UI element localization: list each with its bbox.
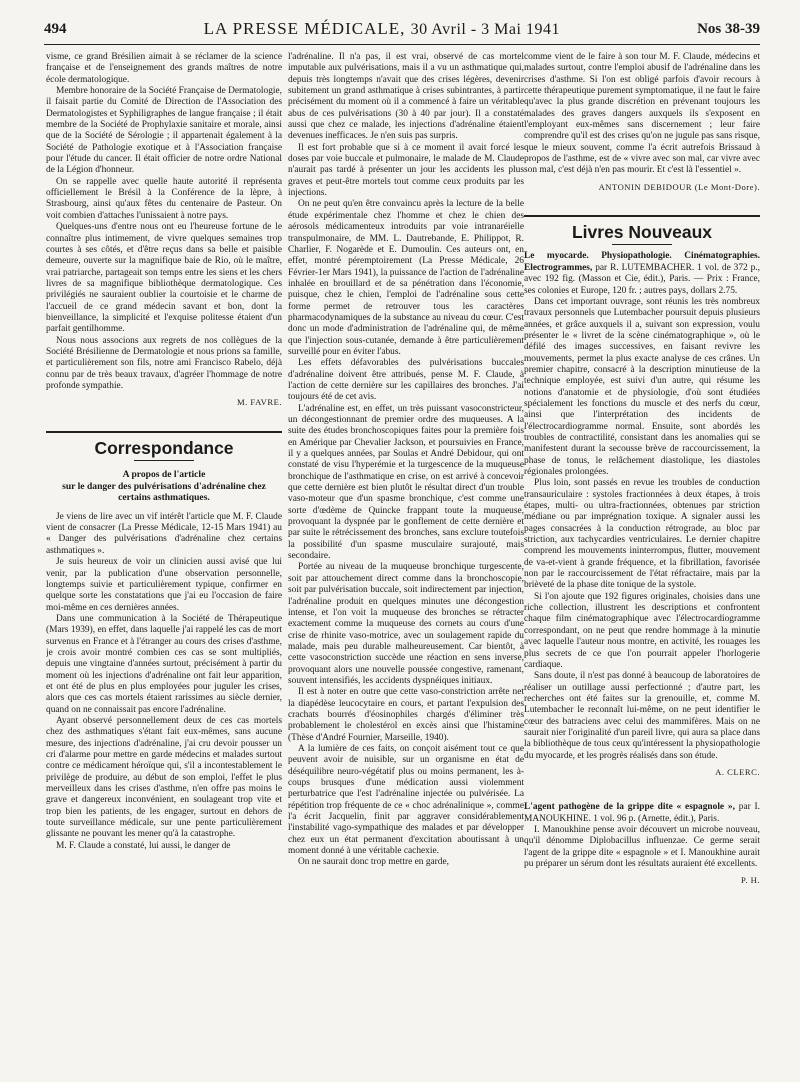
- signature: P. H.: [741, 875, 760, 886]
- paragraph: Plus loin, sont passés en revue les troubles de conduction transauriculaire : systoles fractionnées à deux étapes, à trois étapes, multi- ou ultra-fractionnées, obtenues par striction médiane ou par imprégnation toxique. A signaler aussi les pages consacrées à la conduction rétrograde, au bloc par striction, aux tachycardies ventriculaires. Le dernier chapitre comprend les mouvements ininterrompus, flutter, mouvement de va-et-vient à grande fréquence, et la fibrillation, favorisée non par le raccourcissement de l'état réfractaire, mais par la brièveté de la phase dite tonique de la systole.: [524, 478, 760, 591]
- spacer: [524, 788, 760, 798]
- section-title-correspondance: [46, 431, 282, 461]
- paragraph: Dans une communication à la Société de Thérapeutique (Mars 1939), en effet, dans laquelle j'ai rappelé les cas de mort survenus en France et à l'étranger au cours des crises d'asthme, je crois avoir montré combien ces cas se sont multipliés, depuis une vingtaine d'années surtout, précisément à partir du moment où les injections d'adrénaline ont fait leur apparition, et ont été de plus en plus employées pour juguler les crises, alors que ces cas mortels étaient rarissimes au siècle dernier, quand on ne connaissait pas encore l'adrénaline.: [46, 613, 282, 715]
- column-2: [288, 52, 524, 1072]
- article-heading-line-1: A propos de l'article: [122, 469, 206, 480]
- column-1: [46, 52, 282, 1072]
- title-rule: [612, 244, 672, 245]
- book-entry: [524, 251, 760, 296]
- book-title: Le myocarde. Physiopathologie. Cinématographies. Electrogrammes,: [524, 251, 760, 273]
- title-rule: [134, 460, 194, 461]
- paragraph: Quelques-uns d'entre nous ont eu l'heureuse fortune de le connaître plus intimement, de vivre quelques semaines trop courtes à ses côtés, et d'être reçus dans sa belle et paisible demeure, ouverte sur la magnifique baie de Rio, où le maître, vrai patriarche, partageait son temps entre les siens et les chers livres de sa magnifique bibliothèque dermatologique. Ces privilégiés ne sauraient oublier la courtoisie et le charme de l'accueil de ce grand médecin savant et bon, dont la bienveillance, la simplicité et l'exquise politesse étaient d'un parfait gentilhomme.: [46, 222, 282, 335]
- paragraph: comme vient de le faire à son tour M. F. Claude, médecins et malades surtout, contre l'emploi abusif de l'adrénaline dans les crises d'asthme. Si l'on est obligé parfois d'avoir recours à cette thérapeutique purement symptomatique, il ne faut le faire qu'avec la plus grande discrétion en prévenant toujours les malades des graves dangers auxquels ils s'exposent en l'employant eux-mêmes sans discernement ; leur faire comprendre qu'il est des crises qu'on ne jugule pas sans risque, que le mieux souvent, comme l'a écrit autrefois Brissaud à propos de l'asthme, est de « vivre avec son mal, car vivre avec son mal, c'est déjà n'en pas mourir. Et c'est là l'essentiel ».: [524, 52, 760, 176]
- journal-name: LA PRESSE MÉDICALE,: [203, 19, 406, 38]
- paragraph: L'adrénaline est, en effet, un très puissant vasoconstricteur, un décongestionnant de premier ordre des muqueuses. A la suite des études bronchoscopiques faites pour la première fois en Amérique par Chevalier Jackson, et poursuivies en France, il y a quelques années, par Soulas et André Debidour, qui ont constaté de visu l'hyperémie et la turgescence de la muqueuse bronchique de l'asthmatique en crise, on est arrivé à concevoir que cette dernière est bien plutôt le résultat direct d'un trouble vaso-moteur que d'un spasme bronchique, c'est comme une sorte d'œdème de Quincke frappant toute la muqueuse, provoquant la dyspnée par le gonflement de cette dernière et par suite le rétrécissement des bronches, sans exclure toutefois la possibilité d'un spasme musculaire surajouté, mais secondaire.: [288, 403, 524, 562]
- paragraph: Portée au niveau de la muqueuse bronchique turgescente, soit par attouchement direct comme dans la bronchoscopie, soit par pulvérisation buccale, soit indirectement par injection, l'adrénaline produit en quelques minutes une décongestion intense, et l'on voit la muqueuse des bronches se rétracter exactement comme la muqueuse des cornets au cours d'une crise de rhinite vaso-motrice, avec un soulagement rapide du malade, mais peu durable malheureusement. Car bientôt, à cette vasoconstriction succède une réaction en sens inverse, provoquant alors une nouvelle poussée congestive, ramenant, souvent intensifiés, les accidents dyspnéiques initiaux.: [288, 562, 524, 686]
- article-heading-line-2: sur le danger des pulvérisations d'adrénaline chez certains asthmatiques.: [62, 480, 266, 504]
- paragraph: visme, ce grand Brésilien aimait à se réclamer de la science française et de l'enseignement des grands maîtres de notre école dermatologique.: [46, 52, 282, 85]
- page-number: 494: [44, 20, 67, 37]
- signature: A. CLERC.: [715, 766, 760, 777]
- paragraph: Si l'on ajoute que 192 figures originales, choisies dans une riche collection, illustrent les descriptions et confrontent chaque film cinématographique avec l'électrocardiogramme correspondant, on ne peut que rendre hommage à la minutie avec laquelle l'auteur nous montre, en activité, les rouages les plus secrets de ce que l'on pourrait appeler l'horlogerie cardiaque.: [524, 591, 760, 670]
- journal-title-line: [204, 19, 560, 39]
- paragraph: Il est à noter en outre que cette vaso-constriction arrête net la diapédèse leucocytaire en cours, et partant l'expulsion des crachats bourrés d'éosinophiles chargés d'éliminer très probablement le cholestérol en excès ainsi que l'histamine (Thèse d'André Fournier, Marseille, 1940).: [288, 687, 524, 743]
- page-header: [44, 14, 760, 45]
- signature: M. FAVRE.: [236, 397, 282, 408]
- paragraph: Je viens de lire avec un vif intérêt l'article que M. F. Claude vient de consacrer (La Presse Médicale, 12-15 Mars 1941) au « Danger des pulvérisations d'adrénaline chez certains asthmatiques ».: [46, 511, 282, 556]
- book-title: L'agent pathogène de la grippe dite « espagnole »,: [524, 802, 735, 813]
- paragraph: Nous nous associons aux regrets de nos collègues de la Société Brésilienne de Dermatologie et nous prions sa famille, et particulièrement son fils, notre ami Francisco Rabelo, déjà connu par de très beaux travaux, d'agréer l'hommage de notre profonde sympathie.: [46, 335, 282, 391]
- paragraph: Ayant observé personnellement deux de ces cas mortels chez des asthmatiques s'étant fait eux-mêmes, sans aucune mesure, des injections d'adrénaline, j'ai cru devoir pousser un cri d'alarme pour mettre en garde médecins et malades surtout contre ce médicament héroïque qui, s'il a incontestablement le privilège de produire, au début de son emploi, l'effet le plus merveilleux dans les crises d'asthme, n'en offre pas moins le grave et dangereux inconvénient, en soulageant trop vite et trop bien les patients, de les engager, surtout en dehors de toute surveillance médicale, sur une pente particulièrement glissante ne pouvant les mener qu'à la catastrophe.: [46, 715, 282, 840]
- section-title-livres-nouveaux: [524, 215, 760, 245]
- paragraph: On se rappelle avec quelle haute autorité il représenta officiellement le Brésil à la Conférence de la lèpre, à Strasbourg, ainsi qu'aux fêtes du centenaire de Pasteur. On voit combien d'attaches l'unissaient à notre pays.: [46, 176, 282, 221]
- issue-number: Nos 38-39: [697, 20, 760, 37]
- paragraph: On ne peut qu'en être convaincu après la lecture de la belle étude expérimentale chez l'homme et chez le chien des aérosols médicamenteux introduits par voie intranaréielle transpulmonaire, de MM. L. Dautrebande, E. Philippot, R. Charlier, F. Nogarède et E. Dumoulin. Ces auteurs ont, en effet, montré péremptoirement (La Presse Médicale, 26 Février-1er Mars 1941), la puissance de l'action de l'adrénaline inhalée en brouillard et de sa pénétration dans l'économie, puisque, chez le chien, l'emploi de l'adrénaline sous cette forme permet de retrouver tous les caractères pharmacodynamiques de la substance au niveau du cœur. C'est donc un mode d'administration de l'adrénaline qui, de même que l'injection sous-cutanée, demande à être particulièrement surveillé pour en éviter l'abus.: [288, 199, 524, 357]
- paragraph: l'adrénaline. Il n'a pas, il est vrai, observé de cas mortel imputable aux pulvérisations, mais il a vu un asthmatique qui, depuis très longtemps n'avait que des crises légères, devenir subitement un grand asthmatique à crises subintrantes, à partir précisément du moment où il a commencé à faire un véritable abus de ces pulvérisations (30 à 40 par jour). Il a constaté aussi que chez ce malade, les injections d'adrénaline étaient devenues inefficaces. Je n'en suis pas surpris.: [288, 52, 524, 142]
- signature: ANTONIN DEBIDOUR (Le Mont-Dore).: [598, 181, 760, 192]
- paragraph: Sans doute, il n'est pas donné à beaucoup de laboratoires de réaliser un outillage aussi perfectionné ; d'autre part, les recherches ont été faites sur la grenouille, et, comme M. Lutembacher le reconnaît lui-même, on ne peut identifier le cœur des batraciens avec celui des mammifères. Mais on ne saurait nier l'originalité d'un pareil livre, qui aura sa place dans la bibliothèque de tous ceux qu'intéressent la physiopathologie du myocarde, et les progrès réalisés dans son étude.: [524, 671, 760, 761]
- paragraph: I. Manoukhine pense avoir découvert un microbe nouveau, qu'il dénomme Diplobacillus influenzae. Ce germe serait l'agent de la grippe dite « espagnole » et I. Manoukhine aurait pu préparer un sérum dont les résultats auraient été excellents.: [524, 824, 760, 869]
- issue-date: 30 Avril - 3 Mai 1941: [410, 21, 560, 38]
- paragraph: Les effets défavorables des pulvérisations buccales d'adrénaline doivent être attribués, pense M. F. Claude, à l'action de cette dernière sur les capillaires des bronches. J'ai toujours été de cet avis.: [288, 358, 524, 403]
- section-title-text: Correspondance: [94, 437, 234, 458]
- book-details: par R. LUTEMBACHER. 1 vol. de 372 p., avec 192 fig. (Masson et Cie, édit.), Paris. — Prix : France, ses colonies et Europe, 120 fr. ; autres pays, dollars 2.75.: [524, 262, 760, 296]
- paragraph: Membre honoraire de la Société Française de Dermatologie, il faisait partie du Comité de Direction de l'Association des Dermatologistes et Syphiligraphes de langue française ; il était membre de la Société de Prophylaxie sanitaire et morale, ainsi que de la Société de Sérologie ; il appartenait également à la Société de Pathologie exotique et à l'Association française pour l'étude du cancer. Il était officier de notre ordre National de la Légion d'honneur.: [46, 86, 282, 176]
- book-details: par I. MANOUKHINE. 1 vol. 96 p. (Arnette, édit.), Paris.: [524, 802, 760, 824]
- paragraph: A la lumière de ces faits, on conçoit aisément tout ce que peuvent avoir de nuisible, sur un organisme en état de déséquilibre neuro-végétatif plus ou moins permanent, les à-coups brusques d'une médication aussi violemment perturbatrice que l'est l'adrénaline injectée ou pulvérisée. La répétition trop fréquente de ce « choc adrénalinique », comme l'a écrit Jacquelin, finit par aggraver considérablement l'instabilité vago-sympathique des malades et par développer chez eux un état permanent d'excitation aboutissant à un moment donné à une véritable cachexie.: [288, 743, 524, 857]
- paragraph: M. F. Claude a constaté, lui aussi, le danger de: [56, 840, 231, 851]
- article-heading: [46, 469, 282, 504]
- column-3: [524, 52, 760, 1072]
- paragraph: Je suis heureux de voir un clinicien aussi avisé que lui venir, par la publication d'une observation personnelle, longtemps suivie et particulièrement typique, confirmer en quelque sorte les constatations que j'ai eu l'occasion de faire moi-même en ces dernières années.: [46, 557, 282, 613]
- paragraph: Il est fort probable que si à ce moment il avait forcé les doses par voie buccale et pulmonaire, le malade de M. Claude n'aurait pas tardé à présenter un jour les accidents les plus graves et peut-être mortels tout comme ceux produits par les injections.: [288, 142, 524, 199]
- book-entry: [524, 802, 760, 825]
- paragraph: On ne saurait donc trop mettre en garde,: [298, 857, 449, 868]
- section-title-text: Livres Nouveaux: [571, 222, 713, 243]
- paragraph: Dans cet important ouvrage, sont réunis les très nombreux travaux personnels que Lutembacher poursuit depuis plusieurs années, et grâce auxquels il a, suivant son expression, voulu présenter le « livret de la scène cinématographique », où le défilé des images successives, en faisant revivre les mouvements, permet la plus exacte analyse de ces crânes. Un premier chapitre, consacré à la description minutieuse de la technique employée, est suivi d'un autre, qui résume les notions d'anatomie et de physiologie, d'où sont étudiées spécialement les fonctions du muscle et des nerfs du cœur, ainsi que l'interprétation des incidents de l'électrocardiogramme normal. Ensuite, sont abordés les troubles de contractilité, consistant dans les anomalies qui se manifestent durant la secousse brève de raccourcissement, la phase de tonus, le relâchement diastolique, les diastoles régionales prolongées.: [524, 296, 760, 477]
